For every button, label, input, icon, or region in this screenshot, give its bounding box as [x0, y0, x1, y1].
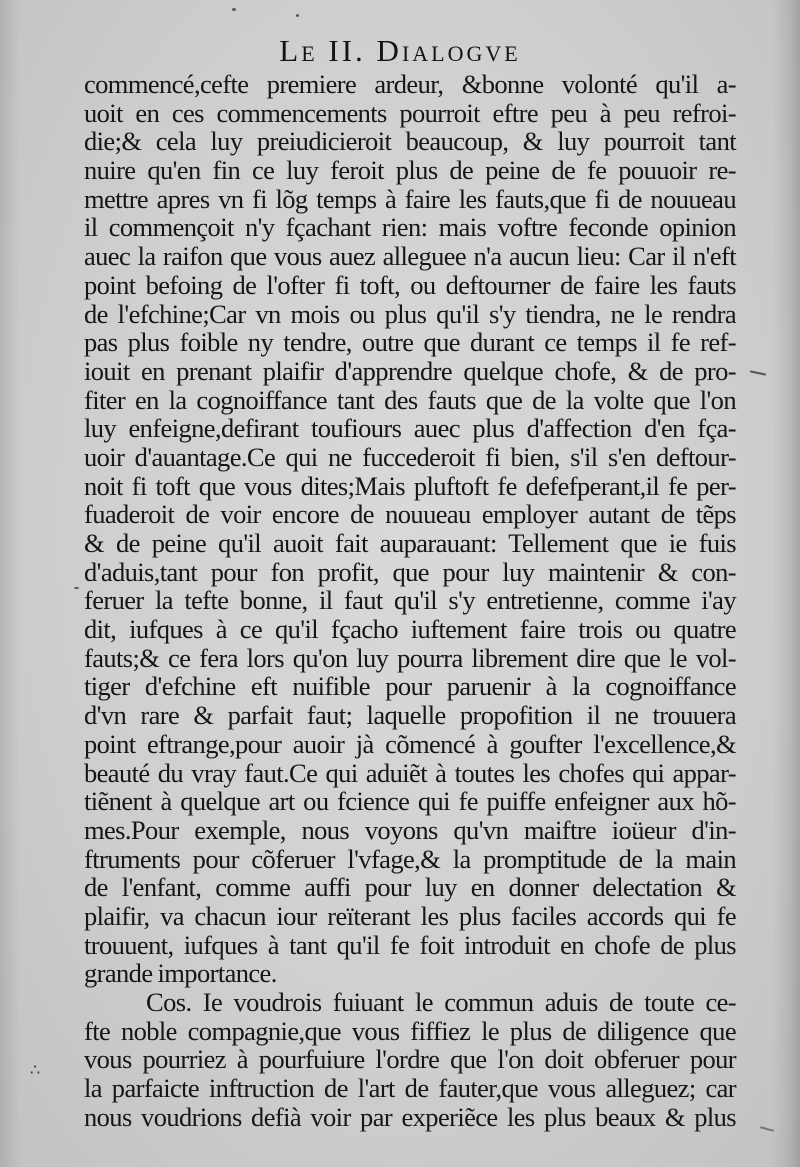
text-line: d'vn rare & parfait faut; laquelle propofition il ne trouuera — [84, 700, 736, 731]
text-line: die;& cela luy preiudicieroit beaucoup, & luy pourroit tant — [84, 126, 736, 157]
text-line: feruer la tefte bonne, il faut qu'il s'y entretienne, comme i'ay — [84, 585, 736, 616]
body-text — [84, 70, 736, 1131]
text-line: beauté du vray faut.Ce qui aduiẽt à toutes les chofes qui appar- — [84, 757, 736, 788]
text-line: plaifir, va chacun iour reïterant les plus faciles accords qui fe — [84, 900, 736, 931]
text-line: fiter en la cognoiffance tant des fauts que de la volte que l'on — [84, 384, 736, 415]
text-line: luy enfeigne,defirant toufiours auec plus d'affection d'en fça- — [84, 413, 736, 444]
text-line: trouuent, iufques à tant qu'il fe foit introduit en chofe de plus — [84, 929, 736, 960]
text-line: nuire qu'en fin ce luy feroit plus de peine de fe pouuoir re- — [84, 155, 736, 186]
text-line: tiger d'efchine eft nuifible pour paruenir à la cognoiffance — [84, 671, 736, 702]
text-line: de l'efchine;Car vn mois ou plus qu'il s'y tiendra, ne le rendra — [84, 298, 736, 329]
text-line: mettre apres vn fi lõg temps à faire les fauts,que fi de nouueau — [84, 183, 736, 214]
text-line: iouit en prenant plaifir d'apprendre quelque chofe, & de pro- — [84, 355, 736, 386]
text-line: fuaderoit de voir encore de nouueau employer autant de tẽps — [84, 499, 736, 530]
text-line: point eftrange,pour auoir jà cõmencé à goufter l'excellence,& — [84, 728, 736, 759]
text-line: nous voudrions defià voir par experiẽce les plus beaux & plus — [84, 1101, 736, 1132]
page-gutter-shadow — [0, 0, 20, 1167]
text-line-paragraph-start: Cos. Ie voudrois fuiuant le commun aduis de toute ce- — [146, 987, 736, 1017]
text-line: ftruments pour cõferuer l'vfage,& la promptitude de la main — [84, 843, 736, 874]
ink-speck — [74, 587, 79, 589]
text-line: & de peine qu'il auoit fait auparauant: Tellement que ie fuis — [84, 528, 736, 558]
text-line: de l'enfant, comme auffi pour luy en donner delectation & — [84, 872, 736, 903]
text-line: fte noble compagnie,que vous fiffiez le plus de diligence que — [84, 1015, 736, 1046]
margin-dash-mark — [750, 370, 766, 375]
text-line: uoit en ces commencements pourroit eftre peu à peu refroi- — [84, 97, 736, 128]
text-line: d'aduis,tant pour fon profit, que pour luy maintenir & con- — [84, 556, 736, 587]
text-line: fauts;& ce fera lors qu'on luy pourra librement dire que le vol- — [84, 642, 736, 673]
text-line: vous pourriez à pourfuiure l'ordre que l'on doit obferuer pour — [84, 1044, 736, 1075]
text-line: pas plus foible ny tendre, outre que durant ce temps il fe ref- — [84, 327, 736, 358]
margin-dots-mark: ∴ — [30, 1062, 42, 1079]
text-line: point befoing de l'ofter fi toft, ou deftourner de faire les fauts — [84, 269, 736, 300]
text-line: la parfaicte inftruction de l'art de fauter,que vous alleguez; car — [84, 1073, 736, 1104]
text-line: dit, iufques à ce qu'il fçacho iuftement faire trois ou quatre — [84, 614, 736, 645]
text-line: mes.Pour exemple, nous voyons qu'vn maiftre ioüeur d'in- — [84, 814, 736, 845]
page-edge-shadow — [772, 0, 800, 1167]
text-line: auec la raifon que vous auez alleguee n'a aucun lieu: Car il n'eft — [84, 241, 736, 272]
text-line: il commençoit n'y fçachant rien: mais voftre feconde opinion — [84, 212, 736, 243]
running-head: Le II. Dialogve — [279, 33, 521, 68]
ink-speck — [296, 14, 299, 17]
ink-speck — [232, 8, 236, 11]
text-line: uoir d'auantage.Ce qui ne fuccederoit fi bien, s'il s'en deftour- — [84, 441, 736, 472]
text-line: tiẽnent à quelque art ou fcience qui fe puiffe enfeigner aux hõ- — [84, 786, 736, 817]
text-line: noit fi toft que vous dites;Mais pluftoft fe defefperant,il fe per- — [84, 470, 736, 501]
text-line: grande importance. — [84, 958, 277, 989]
text-line: commencé,cefte premiere ardeur, &bonne volonté qu'il a- — [84, 69, 736, 99]
